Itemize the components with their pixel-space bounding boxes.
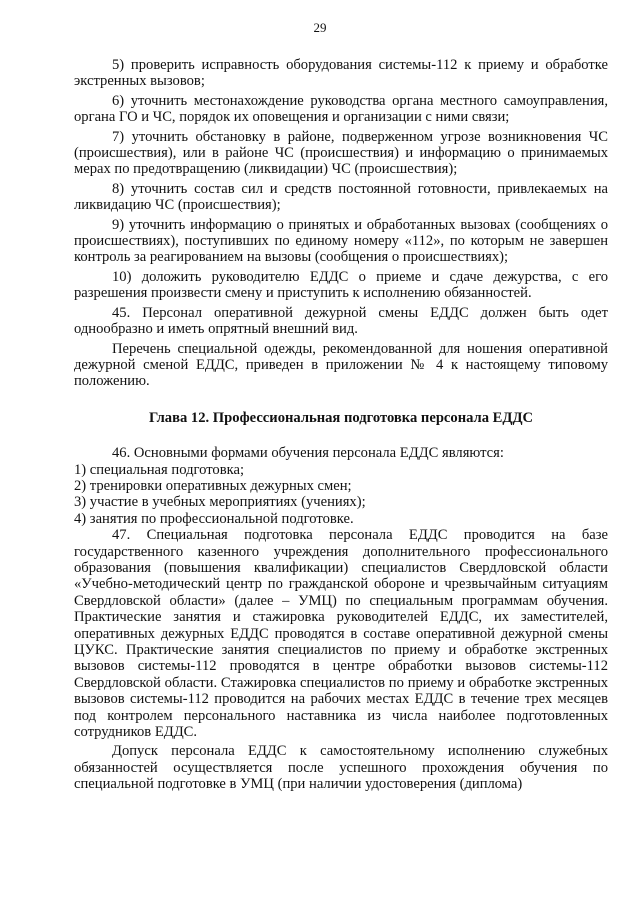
- page-number: 29: [313, 20, 327, 35]
- paragraph: Перечень специальной одежды, рекомендованной для ношения оперативной дежурной сменой ЕДДС, приведен в приложении № 4 к настоящему типовому положению.: [74, 340, 608, 390]
- list-item: 4) занятия по профессиональной подготовке.: [74, 510, 354, 527]
- paragraph: 7) уточнить обстановку в районе, подверженном угрозе возникновения ЧС (происшествия), или в районе ЧС (происшествия) и информацию о принимаемых мерах по предотвращению (ликвидации) ЧС (происшествия);: [74, 128, 608, 178]
- paragraph: 5) проверить исправность оборудования системы-112 к приему и обработке экстренных вызовов;: [74, 57, 608, 90]
- paragraph: 45. Персонал оперативной дежурной смены ЕДДС должен быть одет однообразно и иметь опрятный внешний вид.: [74, 304, 608, 338]
- chapter-heading: Глава 12. Профессиональная подготовка персонала ЕДДС: [148, 409, 534, 426]
- paragraph: 10) доложить руководителю ЕДДС о приеме и сдаче дежурства, с его разрешения произвести смену и приступить к исполнению обязанностей.: [74, 268, 608, 302]
- paragraph-item-47: 47. Специальная подготовка персонала ЕДДС проводится на базе государственного казенного учреждения дополнительного профессионального образования (повышения квалификации) специалистов Свердловской области «Учебно-методический центр по гражданской обороне и чрезвычайным ситуациям Свердловской области» (далее – УМЦ) по специальным программам обучения. Практические занятия и стажировка руководителей ЕДДС, их заместителей, оперативных дежурных ЕДДС проводятся в составе оперативной дежурной смены ЦУКС. Практические занятия специалистов по приему и обработке экстренных вызовов системы-112 проводятся в центре обработки вызовов системы-112 Свердловской области. Стажировка специалистов по приему и обработке экстренных вызовов системы-112 проводится на рабочих местах ЕДДС в течение трех месяцев под контролем персонального наставника из числа наиболее подготовленных сотрудников ЕДДС.: [74, 527, 608, 741]
- list-item: 1) специальная подготовка;: [74, 461, 244, 478]
- list-item: 3) участие в учебных мероприятиях (учениях);: [74, 494, 366, 511]
- list-item: 2) тренировки оперативных дежурных смен;: [74, 477, 352, 494]
- paragraph: 9) уточнить информацию о принятых и обработанных вызовах (сообщениях о происшествиях), поступивших по единому номеру «112», по которым не завершен контроль за реагированием на вызовы (сообщения о происшествиях);: [74, 216, 608, 266]
- item-46-intro: 46. Основными формами обучения персонала ЕДДС являются:: [112, 445, 504, 462]
- paragraph: 6) уточнить местонахождение руководства органа местного самоуправления, органа ГО и ЧС, порядок их оповещения и организации с ними связи;: [74, 92, 608, 126]
- paragraph: 8) уточнить состав сил и средств постоянной готовности, привлекаемых на ликвидацию ЧС (происшествия);: [74, 180, 608, 214]
- paragraph-admission: Допуск персонала ЕДДС к самостоятельному исполнению служебных обязанностей осуществляется после успешного прохождения обучения по специальной подготовке в УМЦ (при наличии удостоверения (диплома): [74, 743, 608, 793]
- document-body: [74, 57, 608, 793]
